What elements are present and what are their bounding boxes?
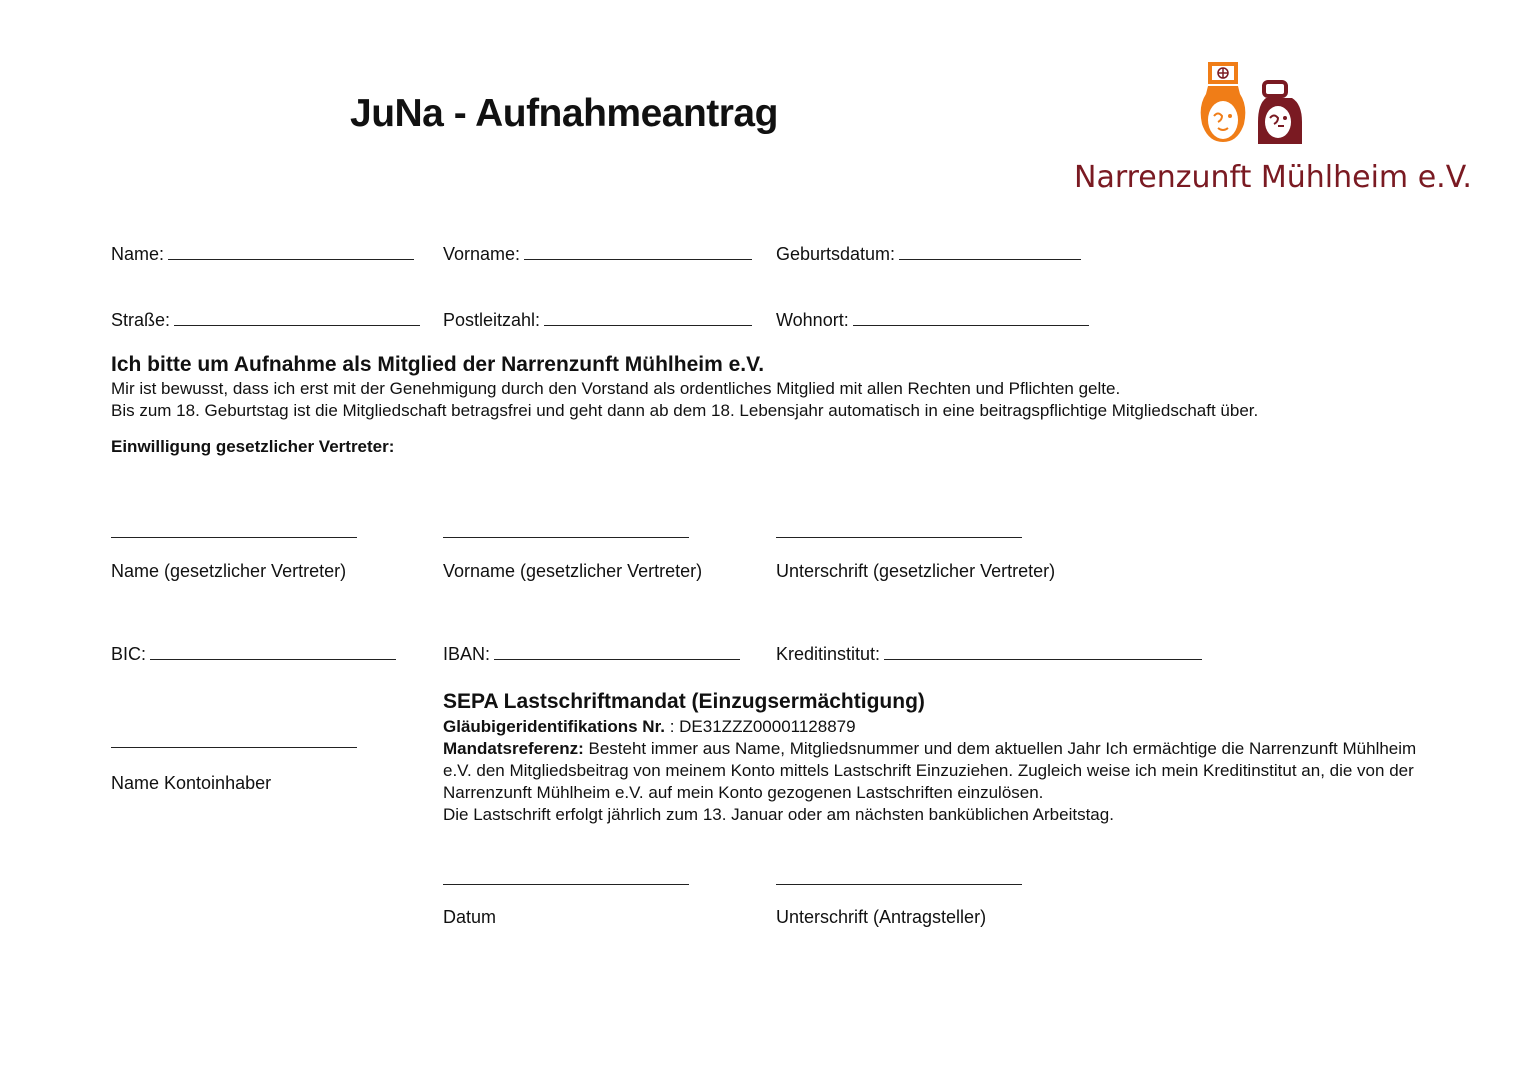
geburtsdatum-label: Geburtsdatum: bbox=[776, 244, 896, 264]
geburtsdatum-input-line[interactable] bbox=[899, 258, 1081, 260]
membership-heading: Ich bitte um Aufnahme als Mitglied der Narrenzunft Mühlheim e.V. bbox=[111, 353, 765, 376]
wohnort-input-line[interactable] bbox=[853, 324, 1089, 326]
guardian-vorname-label: Vorname (gesetzlicher Vertreter) bbox=[443, 561, 703, 581]
creditor-id-value: DE31ZZZ00001128879 bbox=[679, 717, 856, 736]
wohnort-field[interactable] bbox=[776, 310, 1089, 331]
account-holder-label: Name Kontoinhaber bbox=[111, 773, 272, 793]
name-input-line[interactable] bbox=[168, 258, 414, 260]
guardian-vorname-line[interactable] bbox=[443, 537, 689, 538]
strasse-label: Straße: bbox=[111, 310, 171, 330]
vorname-input-line[interactable] bbox=[524, 258, 752, 260]
creditor-id-label: Gläubigeridentifikations Nr. bbox=[443, 717, 665, 736]
sepa-heading: SEPA Lastschriftmandat (Einzugsermächtigung) bbox=[443, 690, 925, 713]
mandate-body: Besteht immer aus Name, Mitgliedsnummer und dem aktuellen Jahr Ich ermächtige die Narrenzunft Mühlheim e.V. den Mitgliedsbeitrag von meinem Konto mittels Lastschrift Einzuziehen. Zugleich weise ich mein Kreditinstitut an, die von der Narrenzunft Mühlheim e.V. auf mein Konto gezogenen Lastschriften einzulösen. bbox=[443, 739, 1417, 802]
applicant-signature-label: Unterschrift (Antragsteller) bbox=[776, 907, 987, 927]
guardian-signature-line[interactable] bbox=[776, 537, 1022, 538]
consent-heading: Einwilligung gesetzlicher Vertreter: bbox=[111, 437, 395, 456]
plz-field[interactable] bbox=[443, 310, 752, 331]
schedule-text: Die Lastschrift erfolgt jährlich zum 13. Januar oder am nächsten banküblichen Arbeitstag. bbox=[443, 805, 1114, 824]
strasse-input-line[interactable] bbox=[174, 324, 420, 326]
mandate-label: Mandatsreferenz: bbox=[443, 739, 584, 758]
mandate-text bbox=[443, 738, 1423, 804]
bic-label: BIC: bbox=[111, 644, 147, 664]
guardian-name-line[interactable] bbox=[111, 537, 357, 538]
iban-label: IBAN: bbox=[443, 644, 491, 664]
bic-field[interactable] bbox=[111, 644, 396, 665]
datum-label: Datum bbox=[443, 907, 497, 927]
guardian-signature-label: Unterschrift (gesetzlicher Vertreter) bbox=[776, 561, 1056, 581]
vorname-field[interactable] bbox=[443, 244, 752, 265]
kreditinstitut-field[interactable] bbox=[776, 644, 1202, 665]
vorname-label: Vorname: bbox=[443, 244, 521, 264]
creditor-id-row bbox=[443, 716, 856, 738]
geburtsdatum-field[interactable] bbox=[776, 244, 1081, 265]
kreditinstitut-label: Kreditinstitut: bbox=[776, 644, 881, 664]
account-holder-line[interactable] bbox=[111, 747, 357, 748]
guardian-name-label: Name (gesetzlicher Vertreter) bbox=[111, 561, 347, 581]
bic-input-line[interactable] bbox=[150, 658, 396, 660]
plz-label: Postleitzahl: bbox=[443, 310, 541, 330]
creditor-id-separator: : bbox=[664, 717, 680, 736]
jester-masks-icon bbox=[1200, 62, 1310, 146]
applicant-signature-line[interactable] bbox=[776, 884, 1022, 885]
org-name: Narrenzunft Mühlheim e.V. bbox=[1074, 160, 1472, 195]
name-label: Name: bbox=[111, 244, 165, 264]
datum-line[interactable] bbox=[443, 884, 689, 885]
wohnort-label: Wohnort: bbox=[776, 310, 849, 330]
narrenzunft-logo bbox=[1200, 62, 1310, 151]
page-title: JuNa - Aufnahmeantrag bbox=[350, 92, 778, 135]
iban-field[interactable] bbox=[443, 644, 740, 665]
plz-input-line[interactable] bbox=[544, 324, 752, 326]
kreditinstitut-input-line[interactable] bbox=[884, 658, 1202, 660]
membership-text-1: Mir ist bewusst, dass ich erst mit der Genehmigung durch den Vorstand als ordentliches Mitglied mit allen Rechten und Pflichten gelte. bbox=[111, 379, 1121, 398]
membership-text-2: Bis zum 18. Geburtstag ist die Mitgliedschaft betragsfrei und geht dann ab dem 18. Lebensjahr automatisch in eine beitragspflichtige Mitgliedschaft über. bbox=[111, 401, 1259, 420]
strasse-field[interactable] bbox=[111, 310, 420, 331]
iban-input-line[interactable] bbox=[494, 658, 740, 660]
name-field[interactable] bbox=[111, 244, 414, 265]
